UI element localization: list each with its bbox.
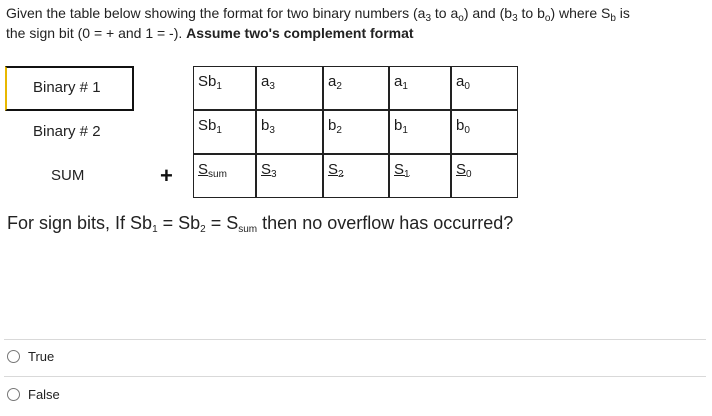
question-text: = Sb bbox=[157, 213, 201, 233]
plus-operator: + bbox=[160, 163, 173, 188]
table-cell bbox=[389, 66, 451, 110]
radio-button-icon[interactable] bbox=[7, 388, 20, 401]
table-cell bbox=[323, 66, 389, 110]
question-subscript: 2 bbox=[200, 224, 206, 235]
binary-format-table bbox=[5, 66, 518, 200]
table-cell bbox=[193, 154, 256, 198]
prompt-subscript: o bbox=[458, 13, 464, 24]
cell-symbol: S bbox=[328, 161, 339, 178]
question-prompt bbox=[6, 3, 706, 43]
table-cell bbox=[193, 110, 256, 154]
prompt-text: the sign bit (0 = + and 1 = -). bbox=[6, 25, 187, 41]
cell-subscript: 2 bbox=[336, 81, 342, 92]
cell-subscript: 3 bbox=[271, 169, 277, 180]
option-divider bbox=[4, 339, 706, 340]
option-label: True bbox=[28, 349, 55, 364]
prompt-bold-text: Assume two's complement format bbox=[186, 25, 414, 41]
cell-symbol: S bbox=[198, 161, 209, 178]
prompt-text: Given the table below showing the format for two binary numbers (a bbox=[6, 5, 426, 21]
cell-symbol: S bbox=[261, 161, 272, 178]
table-cell bbox=[451, 154, 518, 198]
cell-subscript: 3 bbox=[269, 81, 275, 92]
prompt-subscript: 3 bbox=[425, 13, 431, 24]
radio-button-icon[interactable] bbox=[7, 350, 20, 363]
cell-symbol: a bbox=[328, 73, 337, 90]
prompt-text: is bbox=[615, 5, 630, 21]
cell-subscript: 0 bbox=[464, 81, 470, 92]
prompt-line-1 bbox=[6, 3, 706, 23]
cell-subscript: 2 bbox=[336, 125, 342, 136]
cell-subscript: 0 bbox=[464, 125, 470, 136]
cell-subscript: 1 bbox=[216, 81, 222, 92]
option-divider bbox=[4, 376, 706, 377]
table-cell bbox=[256, 154, 323, 198]
option-true[interactable] bbox=[7, 349, 54, 364]
row-label: SUM bbox=[51, 167, 85, 184]
cell-symbol: b bbox=[261, 117, 270, 134]
cell-symbol: S bbox=[394, 161, 405, 178]
cell-symbol: a bbox=[261, 73, 270, 90]
row-label: Binary # 2 bbox=[33, 123, 101, 140]
cell-subscript: 3 bbox=[269, 125, 275, 136]
sign-bit-question bbox=[7, 213, 513, 234]
cell-symbol: b bbox=[394, 117, 403, 134]
row-label: Binary # 1 bbox=[33, 79, 101, 96]
question-subscript: 1 bbox=[152, 224, 158, 235]
cell-symbol: Sb bbox=[198, 73, 217, 90]
option-label: False bbox=[28, 387, 60, 402]
cell-subscript: 1 bbox=[216, 125, 222, 136]
question-subscript: sum bbox=[238, 224, 258, 235]
prompt-text: to a bbox=[431, 5, 459, 21]
table-cell bbox=[323, 154, 389, 198]
question-text: then no overflow has occurred? bbox=[257, 213, 514, 233]
table-cell bbox=[256, 66, 323, 110]
cell-subscript: 2 bbox=[338, 169, 344, 180]
prompt-line-2 bbox=[6, 23, 706, 43]
cell-subscript: sum bbox=[208, 169, 227, 180]
cell-subscript: 1 bbox=[404, 169, 410, 180]
cell-symbol: S bbox=[456, 161, 467, 178]
prompt-subscript: 3 bbox=[512, 13, 518, 24]
table-cell bbox=[389, 110, 451, 154]
prompt-text: to b bbox=[517, 5, 545, 21]
cell-subscript: 1 bbox=[402, 81, 408, 92]
table-cell bbox=[193, 66, 256, 110]
cell-symbol: Sb bbox=[198, 117, 217, 134]
prompt-text: ) and (b bbox=[463, 5, 513, 21]
cell-symbol: b bbox=[328, 117, 337, 134]
table-cell bbox=[256, 110, 323, 154]
cell-symbol: b bbox=[456, 117, 465, 134]
cell-symbol: a bbox=[456, 73, 465, 90]
table-cell bbox=[451, 110, 518, 154]
prompt-subscript: b bbox=[610, 13, 616, 24]
table-cell bbox=[451, 66, 518, 110]
cell-subscript: 1 bbox=[402, 125, 408, 136]
table-cell bbox=[323, 110, 389, 154]
prompt-text: ) where S bbox=[550, 5, 611, 21]
question-text: For sign bits, If Sb bbox=[7, 213, 153, 233]
cell-subscript: 0 bbox=[466, 169, 472, 180]
cell-symbol: a bbox=[394, 73, 403, 90]
prompt-subscript: o bbox=[544, 13, 551, 24]
option-false[interactable] bbox=[7, 387, 60, 402]
table-cell bbox=[389, 154, 451, 198]
question-text: = S bbox=[205, 213, 239, 233]
